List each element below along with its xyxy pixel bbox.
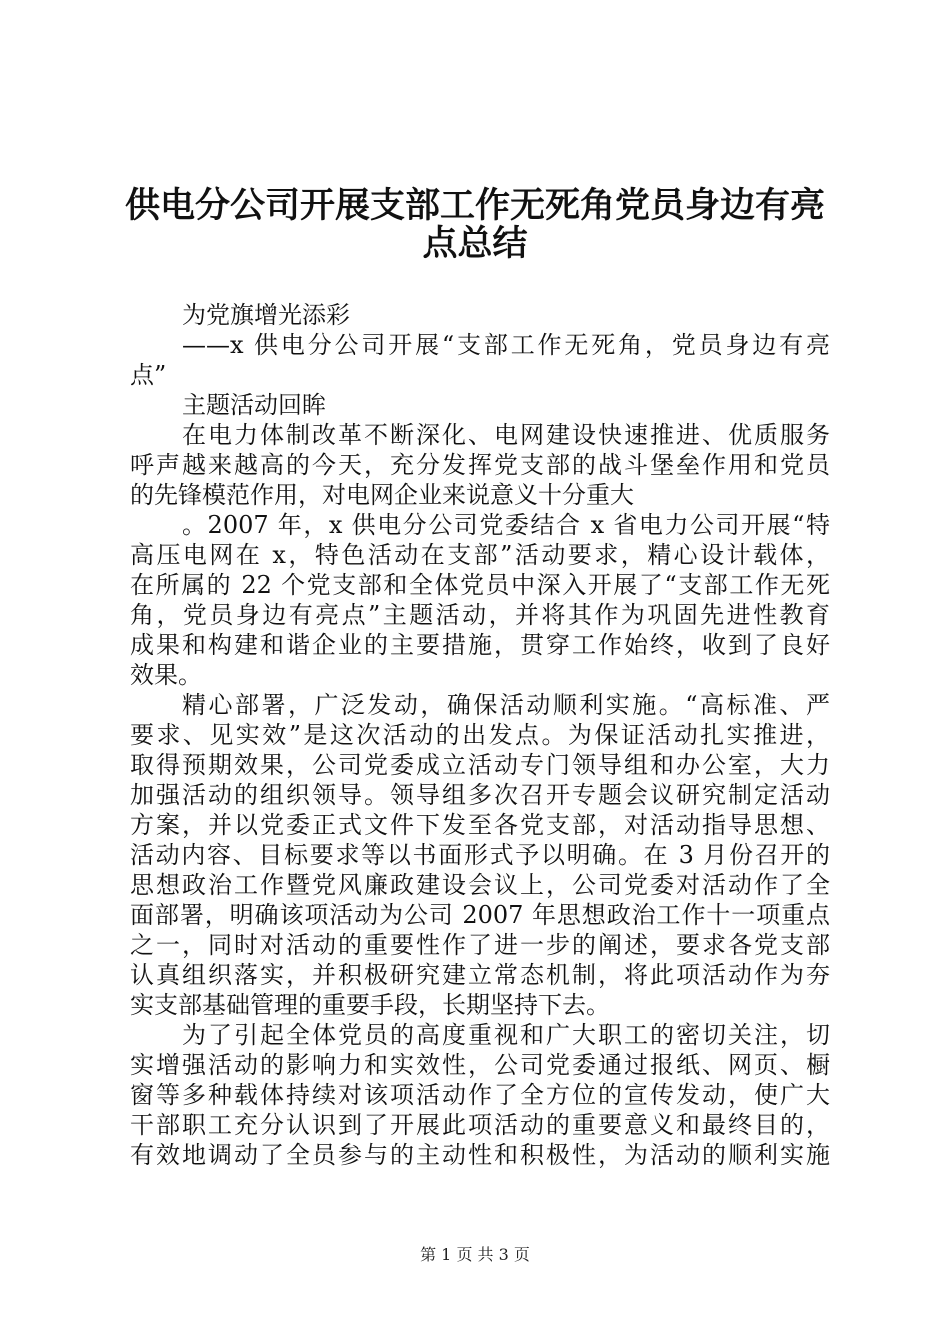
text-line: 认真组织落实，并积极研究建立常态机制，将此项活动作为夯 xyxy=(130,961,830,989)
document-body xyxy=(130,300,830,1170)
page-footer: 第 1 页 共 3 页 xyxy=(420,1245,530,1264)
text-line: 思想政治工作暨党风廉政建设会议上，公司党委对活动作了全 xyxy=(130,871,830,899)
text-line: 有效地调动了全员参与的主动性和积极性，为活动的顺利实施 xyxy=(130,1141,830,1169)
document-title-line-1: 供电分公司开展支部工作无死角党员身边有亮 xyxy=(124,186,825,226)
text-line: 窗等多种载体持续对该项活动作了全方位的宣传发动，使广大 xyxy=(130,1081,830,1109)
text-line: 呼声越来越高的今天，充分发挥党支部的战斗堡垒作用和党员 xyxy=(130,451,830,479)
text-line: 之一，同时对活动的重要性作了进一步的阐述，要求各党支部 xyxy=(130,931,830,959)
text-line: 角，党员身边有亮点”主题活动，并将其作为巩固先进性教育 xyxy=(130,601,830,629)
text-line: 实支部基础管理的重要手段，长期坚持下去。 xyxy=(130,991,610,1019)
text-line: 要求、见实效”是这次活动的出发点。为保证活动扎实推进， xyxy=(130,721,830,749)
text-line: 高压电网在 x，特色活动在支部”活动要求，精心设计载体， xyxy=(130,541,830,569)
text-line: 在所属的 22 个党支部和全体党员中深入开展了“支部工作无死 xyxy=(130,571,830,599)
text-line: 面部署，明确该项活动为公司 2007 年思想政治工作十一项重点 xyxy=(130,901,830,929)
text-line: 实增强活动的影响力和实效性，公司党委通过报纸、网页、橱 xyxy=(130,1051,830,1079)
document-title-line-2: 点总结 xyxy=(422,224,528,264)
text-line: 取得预期效果，公司党委成立活动专门领导组和办公室，大力 xyxy=(130,751,830,779)
text-line: 的先锋模范作用，对电网企业来说意义十分重大 xyxy=(130,481,634,509)
text-line: 活动内容、目标要求等以书面形式予以明确。在 3 月份召开的 xyxy=(130,841,830,869)
text-line: 加强活动的组织领导。领导组多次召开专题会议研究制定活动 xyxy=(130,781,830,809)
text-line: ——x 供电分公司开展“支部工作无死角，党员身边有亮 xyxy=(182,331,830,359)
text-line: 为了引起全体党员的高度重视和广大职工的密切关注，切 xyxy=(182,1021,830,1049)
text-line: 点” xyxy=(130,361,167,389)
text-line: 方案，并以党委正式文件下发至各党支部，对活动指导思想、 xyxy=(130,811,830,839)
text-line: 精心部署，广泛发动，确保活动顺利实施。“高标准、严 xyxy=(182,691,830,719)
text-line: 主题活动回眸 xyxy=(182,391,326,419)
text-line: 效果。 xyxy=(130,661,202,689)
text-line: 为党旗增光添彩 xyxy=(182,301,350,329)
text-line: 。2007 年，x 供电分公司党委结合 x 省电力公司开展“特 xyxy=(182,511,830,539)
text-line: 在电力体制改革不断深化、电网建设快速推进、优质服务 xyxy=(182,421,830,449)
text-line: 成果和构建和谐企业的主要措施，贯穿工作始终，收到了良好 xyxy=(130,631,830,659)
text-line: 干部职工充分认识到了开展此项活动的重要意义和最终目的， xyxy=(130,1111,830,1139)
